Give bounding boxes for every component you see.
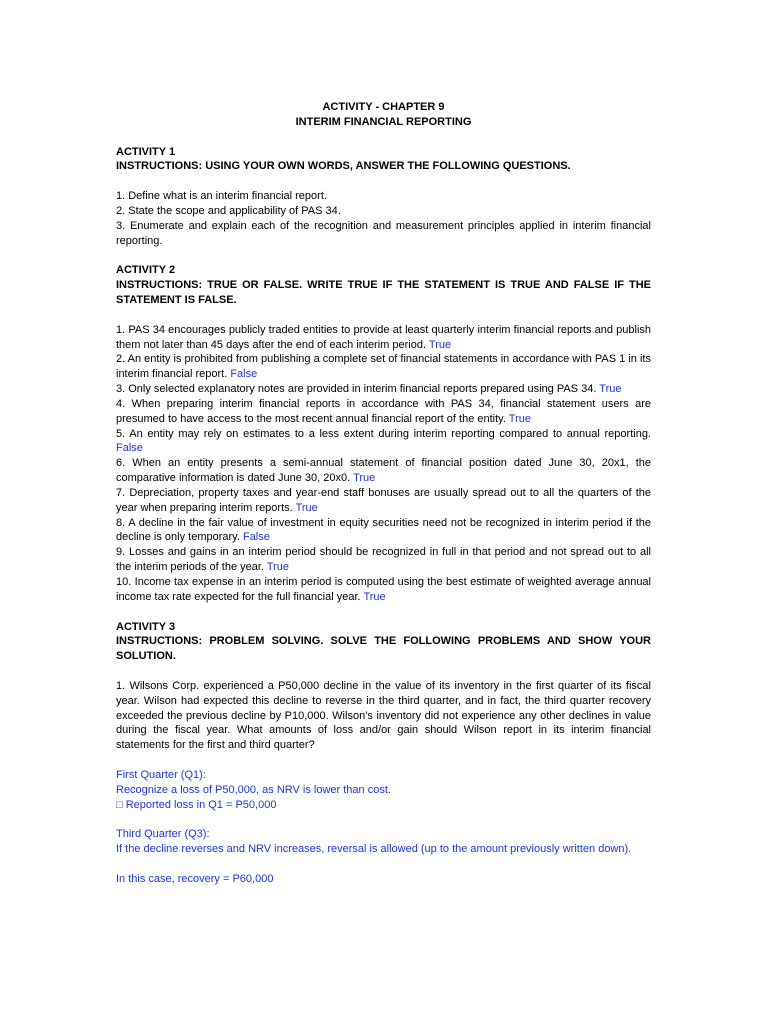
tf-statement: 9. Losses and gains in an interim period should be recognized in full in that period and not spread out to all the interim periods of the year. — [116, 546, 651, 574]
tf-statement: 10. Income tax expense in an interim period is computed using the best estimate of weighted average annual income tax rate expected for the full financial year. — [116, 576, 651, 603]
solution-q3-line: If the decline reverses and NRV increases, reversal is allowed (up to the amount previously written down). — [116, 843, 632, 856]
tf-answer: True — [363, 590, 386, 603]
tf-item — [116, 427, 651, 457]
solution-q1-line: Recognize a loss of P50,000, as NRV is lower than cost. — [116, 783, 391, 796]
activity2-instructions: INSTRUCTIONS: TRUE OR FALSE. WRITE TRUE IF THE STATEMENT IS TRUE AND FALSE IF THE STATEMENT IS FALSE. — [116, 279, 651, 306]
tf-item — [116, 486, 651, 516]
tf-answer: True — [508, 412, 531, 425]
tf-answer: False — [116, 442, 143, 455]
activity3-instructions: INSTRUCTIONS: PROBLEM SOLVING. SOLVE THE FOLLOWING PROBLEMS AND SHOW YOUR SOLUTION. — [116, 635, 651, 663]
tf-statement: 7. Depreciation, property taxes and year-end staff bonuses are usually spread out to all the quarters of the year when preparing interim reports. — [116, 486, 651, 514]
document-page — [116, 100, 651, 887]
tf-statement: 3. Only selected explanatory notes are provided in interim financial reports prepared using PAS 34. — [116, 383, 600, 396]
activity1-heading: ACTIVITY 1 — [116, 145, 176, 158]
tf-answer: True — [428, 338, 452, 351]
activity2-heading: ACTIVITY 2 — [116, 264, 176, 277]
tf-statement: 8. A decline in the fair value of investment in equity securities need not be recognized in interim period if the decline is only temporary. — [116, 516, 651, 544]
activity3-heading: ACTIVITY 3 — [116, 620, 176, 633]
tf-item — [116, 575, 651, 605]
tf-item — [116, 397, 651, 427]
tf-item — [116, 516, 651, 546]
problem-statement: 1. Wilsons Corp. experienced a P50,000 decline in the value of its inventory in the first quarter of its fiscal year. Wilson had expected this decline to reverse in the third quarter, and in fact, the third quarter recovery exceeded the previous decline by P10,000. Wilson’s inventory did not experience any other declines in value during the fiscal year. What amounts of loss and/or gain should Wilson report in its interim financial statements for the first and third quarter? — [116, 679, 651, 752]
tf-item — [116, 545, 651, 575]
tf-statement: 2. An entity is prohibited from publishing a complete set of financial statements in accordance with PAS 1 in its interim financial report. — [116, 353, 651, 381]
tf-answer: True — [353, 472, 376, 485]
activity1-question: 1. Define what is an interim financial report. — [116, 190, 327, 203]
tf-statement: 5. An entity may rely on estimates to a less extent during interim reporting compared to annual reporting. — [116, 427, 651, 440]
tf-answer: True — [266, 561, 290, 574]
tf-answer: True — [599, 383, 622, 396]
solution-q1-heading: First Quarter (Q1): — [116, 768, 206, 781]
tf-item — [116, 323, 651, 353]
tf-item — [116, 382, 651, 397]
tf-statement: 1. PAS 34 encourages publicly traded entities to provide at least quarterly interim financial reports and publish them not later than 45 days after the end of each interim period. — [116, 323, 651, 351]
tf-answer: False — [230, 368, 258, 381]
tf-item — [116, 456, 651, 486]
solution-q3-heading: Third Quarter (Q3): — [116, 828, 210, 841]
activity1-instructions: INSTRUCTIONS: USING YOUR OWN WORDS, ANSWER THE FOLLOWING QUESTIONS. — [116, 160, 571, 173]
tf-answer: True — [295, 501, 318, 514]
solution-q3-result: In this case, recovery = P60,000 — [116, 872, 274, 885]
tf-statement: 4. When preparing interim financial reports in accordance with PAS 34, financial statement users are presumed to have access to the most recent annual financial report of the entity. — [116, 397, 651, 425]
document-subtitle: INTERIM FINANCIAL REPORTING — [295, 115, 472, 128]
tf-answer: False — [242, 531, 270, 544]
activity1-question: 3. Enumerate and explain each of the recognition and measurement principles applied in interim financial reporting. — [116, 219, 651, 247]
solution-q1-result: □ Reported loss in Q1 = P50,000 — [116, 798, 277, 811]
tf-item — [116, 352, 651, 382]
tf-statement: 6. When an entity presents a semi-annual statement of financial position dated June 30, 20x1, the comparative information is dated June 30, 20x0. — [116, 457, 651, 485]
activity1-question: 2. State the scope and applicability of PAS 34. — [116, 204, 341, 217]
document-title: ACTIVITY - CHAPTER 9 — [322, 101, 445, 113]
